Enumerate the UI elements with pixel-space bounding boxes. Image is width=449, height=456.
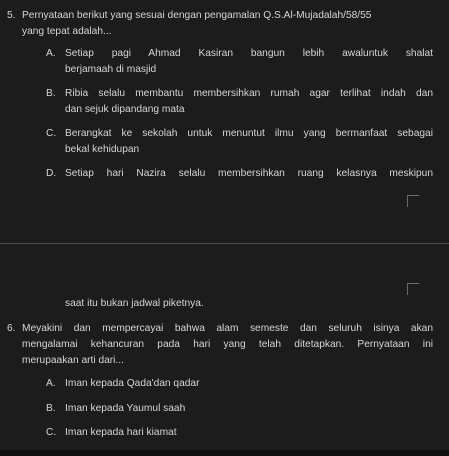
question-5-text-line2: yang tepat adalah... [22,26,112,37]
option-letter: B. [46,88,56,99]
question-5-text-line1: Pernyataan berikut yang sesuai dengan pengamalan Q.S.Al-Mujadalah/58/55 [22,10,372,21]
option-text: Iman kepada Qada'dan qadar [65,378,200,389]
option-letter: C. [46,427,57,438]
page-corner-mark-top [407,195,419,207]
option-text: Iman kepada Yaumul saah [65,403,186,414]
option-text-line2: bekal kehidupan [65,144,140,155]
question-6-number: 6. [7,323,16,334]
option-text: Iman kepada hari kiamat [65,427,177,438]
option-text-line1: Setiap hari Nazira selalu membersihkan ruang kelasnya meskipun [65,168,433,179]
option-text-line2: berjamaah di masjid [65,64,157,75]
option-text-line1: Setiap pagi Ahmad Kasiran bangun lebih awaluntuk shalat [65,48,433,59]
bottom-edge [0,450,449,456]
page-divider [0,243,449,244]
option-letter: A. [46,378,56,389]
option-text-line1: Berangkat ke sekolah untuk menuntut ilmu yang bermanfaat sebagai [65,128,433,139]
question-6-text-line1: Meyakini dan mempercayai bahwa alam semeste dan seluruh isinya akan [22,323,433,334]
option-text-line1: Ribia selalu membantu membersihkan rumah agar terlihat indah dan [65,88,433,99]
question-5-number: 5. [7,10,16,21]
option-letter: B. [46,403,56,414]
question-6-text-line3: merupaakan arti dari... [22,355,124,366]
page-corner-mark-bottom [407,283,419,295]
question-6-text-line2: mengalamai kehancuran pada hari yang telah ditetapkan. Pernyataan ini [22,339,433,350]
option-letter: A. [46,48,56,59]
option-letter: C. [46,128,57,139]
option-letter: D. [46,168,57,179]
option-text-line2: saat itu bukan jadwal piketnya. [65,298,204,309]
option-text-line2: dan sejuk dipandang mata [65,104,185,115]
